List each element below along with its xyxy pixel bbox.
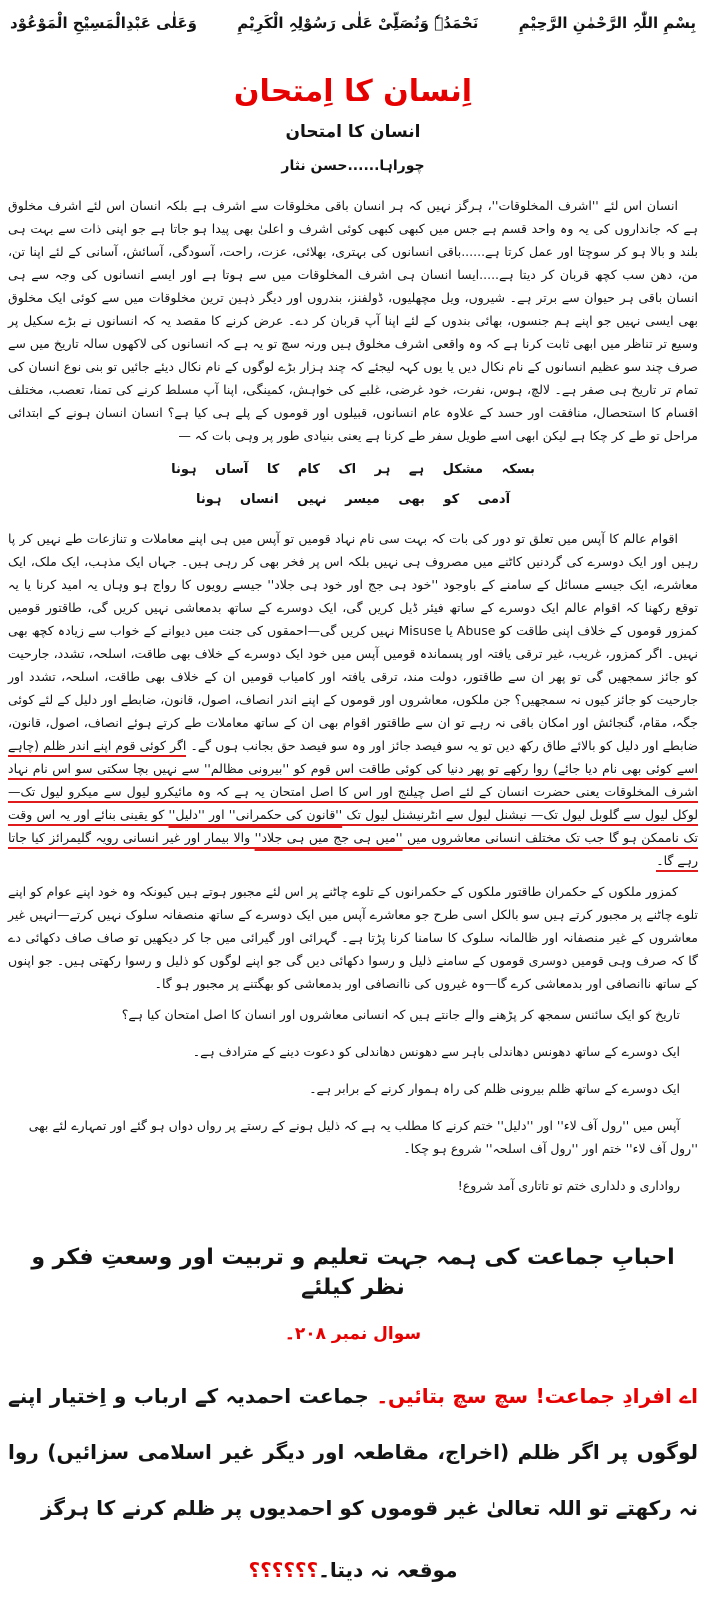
page-subtitle: انسان کا امتحان (285, 122, 421, 142)
short-line-3: ایک دوسرے کے ساتھ ظلم بیرونی ظلم کی راہ ہموار کرنے کے برابر ہے۔ (309, 1081, 680, 1096)
ala-abdil-masih-text: وَعَلٰی عَبْدِالْمَسِیْحِ الْمَوْعُوْد (10, 14, 197, 32)
red-underlined-passage (8, 738, 698, 872)
byline-column-author: چوراہا......حسن نثار (281, 158, 425, 174)
paragraph-3: کمزور ملکوں کے حکمران طاقتور ملکوں کے حکمرانوں کے تلوے چاٹنے پر اس لئے مجبور ہوتے ہیں کیونکہ وہ خود اپنے عوام کو اپنے تلوے چاٹنے پر مجبور کرتے ہیں سو بالکل اسی طرح جو معاشرے آپس میں ایک دوسرے کے ساتھ منصفانہ سلوک نہیں کرتے—انہیں غیر معاشروں کے غیر منصفانہ اور ظالمانہ سلوک کا سامنا کرنا پڑتا ہے۔ گہرائی اور گیرائی میں جا کر دیکھیں تو صاف صاف دکھائی دے گا کہ صرف وہی قومیں دوسری قوموں کے سامنے ذلیل و رسوا دکھائی دیں گی جو اپنے لوگوں کو ذلیل و رسوا رکھتی ہیں۔ جو اپنوں کے ساتھ ناانصافی اور بدمعاشی کرے گا—وہ غیروں کی ناانصافی اور بدمعاشی کو بھگتنے پر مجبور ہو گا۔ (8, 884, 698, 991)
question-tail-black: موقعہ نہ دیتا۔ (318, 1558, 458, 1582)
hamd-salat-text: نَحْمَدُہٗ وَنُصَلِّیْ عَلٰی رَسُوْلِہِ الْکَرِیْمِ (237, 14, 479, 32)
paragraph-2 (8, 527, 698, 872)
question-paragraph (8, 1368, 698, 1536)
question-number: سوال نمبر ۲۰۸۔ (284, 1324, 422, 1344)
short-line-4: آپس میں ''رول آف لاء'' اور ''دلیل'' ختم کرنے کا مطلب یہ ہے کہ ذلیل ہونے کے رستے پر رواں دواں ہو گئے اور تمہارے لئے بھی ''رول آف لاء'' ختم اور ''رول آف اسلحہ'' شروع ہو چکا۔ (28, 1118, 698, 1156)
question-body-black: جماعت احمدیہ کے ارباب و اِختیار اپنے لوگوں پر اگر ظلم (اخراج، مقاطعہ اور دیگر غیر اسلامی سزائیں) روا نہ رکھتے تو اللہ تعالیٰ غیر قوموں کو احمدیوں پر ظلم کرنے کا ہرگز (8, 1384, 698, 1520)
question-tail-line (8, 1550, 698, 1590)
paragraph-1: انسان اس لئے ''اشرف المخلوقات''، ہرگز نہیں کہ ہر انسان باقی مخلوقات سے اشرف ہے بلکہ انسان اس لئے اشرف مخلوق ہے کہ جانداروں کی یہ وہ واحد قسم ہے جس میں کبھی کبھی کوئی اشرف و اعلیٰ بھی پیدا ہو جاتا ہے جو اپنی ذات سے بہت ہی بلند و بالا ہو کر سوچتا اور عمل کرتا ہے......باقی انسانوں کی بہتری، بھلائی، عزت، راحت، آسودگی، آسائش، آسانی کے لئے اپنا تن، من، دھن سب کچھ قربان کر دیتا ہے.....ایسا انسان ہی اشرف المخلوقات میں سے ہوتا ہے اور ایسے انسانوں کی وجہ سے ہی انسان باقی ہر حیوان سے برتر ہے۔ شیروں، ویل مچھلیوں، ڈولفنز، بندروں اور دیگر ذہین ترین مخلوقات میں سے کوئی ایک مخلوق بھی ایسی نہیں جو اپنے ہم جنسوں، بھائی بندوں کے لئے اپنا آپ قربان کر دے۔ عرض کرنے کا مقصد یہ کہ انسانوں نے بڑے سکیل پر وسیع تر تناظر میں ابھی ثابت کرنا ہے کہ وہ واقعی اشرف مخلوق ہیں ورنہ سچ تو یہ ہے کہ انسانوں کی لاکھوں سالہ تاریخ میں سے صرف چند سو عظیم انسانوں کے نام نکال دیں یا یوں کہہ لیجئے کہ چند ہزار بڑے لوگوں کے نام نکال دیئے جائیں تو بنی نوع انسان کی تمام تر تاریخ ہی صفر ہے۔ لالچ، ہوس، نفرت، خود غرضی، غلبے کی خواہش، کمینگی، اپنا آپ مسلط کرنے کی تمنا، تعصب، مختلف اقسام کا استحصال، منافقت اور حسد کے علاوہ عام انسانوں، قبیلوں اور قوموں کے پلے ہی کیا ہے؟ انسان انسان ہونے کے ابتدائی مراحل تو طے کر چکا ہے لیکن ابھی اسے طویل سفر طے کرنا ہے یعنی بنیادی طور پر وہی بات کہ — (8, 198, 698, 443)
couplet-line-2: آدمی کو بھی میسر نہیں انساں ہونا (195, 492, 511, 507)
paragraph-2-text: اقوام عالم کا آپس میں تعلق تو دور کی بات کہ بہت سی نام نہاد قومیں تو آپس میں ہی اپنے معاملات و تنازعات طے نہیں کر پا رہیں اور ایک دوسرے کی گردنیں کاٹنے میں مصروف ہی نہیں بلکہ اس پر فخر بھی کر رہی ہیں۔ جہاں ایک مذہب، ایک ملک، ایک معاشرے، ایک جیسے مسائل کے سامنے کے باوجود ''خود ہی جج اور خود ہی جلاد'' جیسے رویوں کا رواج ہو وہاں یہ امید کرنا یا یہ توقع رکھنا کہ اقوام عالم ایک دوسرے کے ساتھ فیئر ڈیل کریں گی، ایک دوسرے کے ساتھ بدمعاشی نہیں کریں گی، طاقتور قومیں کمزور قوموں کے خلاف اپنی طاقت کو Abuse یا Misuse نہیں کریں گی—احمقوں کی جنت میں دیوانے کے خواب سے زیادہ کچھ بھی نہیں۔ اگر کمزور، غریب، غیر ترقی یافتہ اور پسماندہ قومیں آپس میں خود ایک دوسرے کے خلاف بھی طاقت، اسلحہ، تشدد، جارحیت کو جائز سمجھیں گی تو پھر ان سے طاقتور، دولت مند، ترقی یافتہ اور کامیاب قومیں ان کے خلاف بھی طاقت، اسلحہ، تشدد اور جارحیت کو جائز کیوں نہ سمجھیں؟ جن ملکوں، معاشروں اور قوموں کے اپنے اندر انصاف، اصول، قانون، ضابطے اور دلیل کے لئے کوئی جگہ، مقام، گنجائش اور امکان باقی نہ رہے تو ان سے طاقتور اقوام بھی ان کے ساتھ معاملات طے کرتے ہوئے انصاف، اصول، قانون، ضابطے اور دلیل کو بالائے طاق رکھ دیں تو یہ سو فیصد جائز اور وہ سو فیصد حق بجانب ہوں گے۔ (8, 531, 699, 753)
double-underlined-quote-1: ''قانون کی حکمرانی'' اور ''دلیل'' (168, 807, 343, 822)
short-line-5: رواداری و دلداری ختم تو تاتاری آمد شروع! (457, 1178, 680, 1193)
footer-heading: احبابِ جماعت کی ہمہ جہت تعلیم و تربیت اور وسعتِ فکر و نظر کیلئے (31, 1245, 675, 1300)
bismillah-text: بِسْمِ اللّٰہِ الرَّحْمٰنِ الرَّحِیْمِ (518, 14, 696, 32)
page-title: اِنسان کا اِمتحان (233, 74, 473, 109)
question-address-red: اے افرادِ جماعت! سچ سچ بتائیں۔ (368, 1384, 698, 1408)
short-line-1: تاریخ کو ایک سائنس سمجھ کر پڑھنے والے جانتے ہیں کہ انسانی معاشروں اور انسان کا اصل امتحان کیا ہے؟ (121, 1007, 680, 1022)
couplet (8, 455, 698, 515)
double-underlined-quote-2: ''میں ہی جج میں ہی جلاد'' (254, 830, 403, 845)
underlined-text-2: کو یقینی بنائے اور یہ اس وقت تک ناممکن ہو گا جب تک مختلف انسانی معاشروں میں (8, 807, 698, 845)
couplet-line-1: بسکہ مشکل ہے ہر اک کام کا آساں ہونا (171, 462, 535, 477)
underlined-text-3: والا بیمار اور غیر انسانی رویہ گلیمرائز کیا جاتا رہے گا۔ (8, 830, 698, 868)
bismillah-row (8, 8, 698, 34)
underlined-text-1: اگر کوئی قوم اپنے اندر ظلم (چاہے اسے کوئی بھی نام دیا جائے) روا رکھے تو پھر دنیا کی کوئی طاقت اس قوم کو ''بیرونی مظالم'' سے نہیں بچا سکتی سو اس نام نہاد اشرف المخلوقات یعنی حضرت انسان کے لئے اصل چیلنج اور اس کا اصل امتحان یہ ہے کہ وہ مائیکرو لیول سے میکرو لیول تک— لوکل لیول سے گلوبل لیول تک— نیشنل لیول سے انٹرنیشنل لیول تک (8, 738, 699, 822)
short-line-2: ایک دوسرے کے ساتھ دھونس دھاندلی باہر سے دھونس دھاندلی کو دعوت دینے کے مترادف ہے۔ (192, 1044, 680, 1059)
question-marks-red: ؟؟؟؟؟؟ (248, 1558, 319, 1582)
